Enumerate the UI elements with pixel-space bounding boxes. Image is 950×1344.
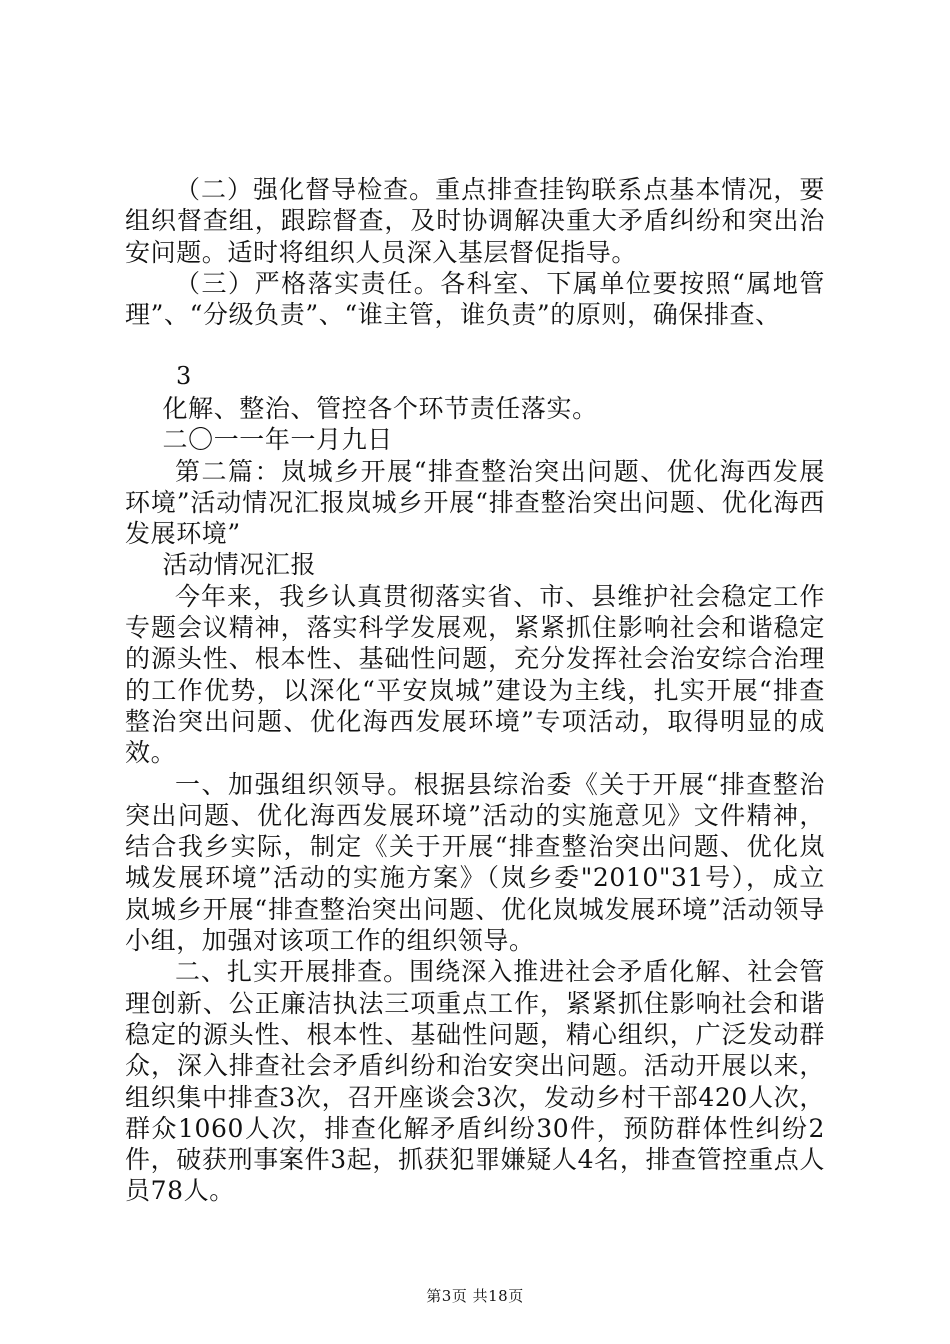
paragraph-leadership: 一、加强组织领导。根据县综治委《关于开展“排查整治突出问题、优化海西发展环境”活动的实施意见》文件精神，结合我乡实际，制定《关于开展“排查整治突出问题、优化岚城发展环境”活动的实施方案》（岚乡委"2010"31号），成立岚城乡开展“排查整治突出问题、优化岚城发展环境”活动领导小组，加强对该项工作的组织领导。 [125, 769, 825, 956]
paragraph-intro: 今年来，我乡认真贯彻落实省、市、县维护社会稳定工作专题会议精神，落实科学发展观，紧紧抓住影响社会和谐稳定的源头性、根本性、基础性问题，充分发挥社会治安综合治理的工作优势，以深化“平安岚城”建设为主线，扎实开展“排查整治突出问题、优化海西发展环境”专项活动，取得明显的成效。 [125, 581, 825, 768]
date-line: 二〇一一年一月九日 [162, 425, 393, 455]
text-block-upper [125, 174, 825, 330]
report-title: 活动情况汇报 [162, 550, 317, 580]
paragraph-continuation: 化解、整治、管控各个环节责任落实。 [162, 394, 598, 423]
page-footer: 第3页 共18页 [426, 1287, 524, 1305]
paragraph-supervision: （二）强化督导检查。重点排查挂钩联系点基本情况，要组织督查组，跟踪督查，及时协调解决重大矛盾纠纷和突出治安问题。适时将组织人员深入基层督促指导。 [125, 175, 825, 267]
paragraph-responsibility: （三）严格落实责任。各科室、下属单位要按照“属地管理”、“分级负责”、“谁主管，谁负责”的原则，确保排查、 [125, 268, 825, 330]
section-heading: 第二篇：岚城乡开展“排查整治突出问题、优化海西发展环境”活动情况汇报岚城乡开展“排查整治突出问题、优化海西发展环境” [125, 456, 825, 549]
paragraph-investigation: 二、扎实开展排查。围绕深入推进社会矛盾化解、社会管理创新、公正廉洁执法三项重点工作，紧紧抓住影响社会和谐稳定的源头性、根本性、基础性问题，精心组织，广泛发动群众，深入排查社会矛盾纠纷和治安突出问题。活动开展以来，组织集中排查3次，召开座谈会3次，发动乡村干部420人次，群众1060人次，排查化解矛盾纠纷30件，预防群体性纠纷2件，破获刑事案件3起，抓获犯罪嫌疑人4名，排查管控重点人员78人。 [125, 957, 825, 1206]
text-block-lower [125, 393, 825, 1207]
inline-page-marker: 3 [176, 362, 192, 390]
